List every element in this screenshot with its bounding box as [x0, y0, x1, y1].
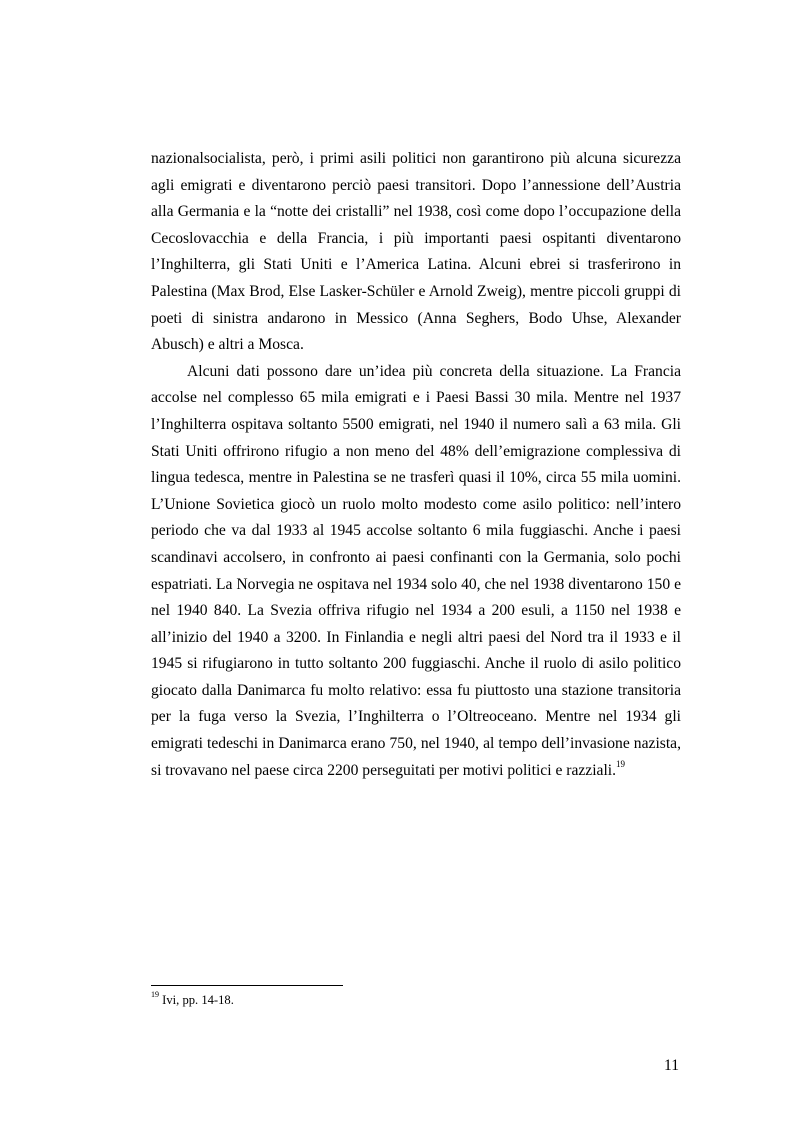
body-text: [151, 146, 681, 784]
paragraph-2-text: Alcuni dati possono dare un’idea più concreta della situazione. La Francia accolse nel complesso 65 mila emigrati e i Paesi Bassi 30 mila. Mentre nel 1937 l’Inghilterra ospitava soltanto 5500 emigrati, nel 1940 il numero salì a 63 mila. Gli Stati Uniti offrirono rifugio a non meno del 48% dell’emigrazione complessiva di lingua tedesca, mentre in Palestina se ne trasferì quasi il 10%, circa 55 mila uomini. L’Unione Sovietica giocò un ruolo molto modesto come asilo politico: nell’intero periodo che va dal 1933 al 1945 accolse soltanto 6 mila fuggiaschi. Anche i paesi scandinavi accolsero, in confronto ai paesi confinanti con la Germania, solo pochi espatriati. La Norvegia ne ospitava nel 1934 solo 40, che nel 1938 diventarono 150 e nel 1940 840. La Svezia offriva rifugio nel 1934 a 200 esuli, a 1150 nel 1938 e all’inizio del 1940 a 3200. In Finlandia e negli altri paesi del Nord tra il 1933 e il 1945 si rifugiarono in tutto soltanto 200 fuggiaschi. Anche il ruolo di asilo politico giocato dalla Danimarca fu molto relativo: essa fu piuttosto una stazione transitoria per la fuga verso la Svezia, l’Inghilterra o l’Oltreoceano. Mentre nel 1934 gli emigrati tedeschi in Danimarca erano 750, nel 1940, al tempo dell’invasione nazista, si trovavano nel paese circa 2200 perseguitati per motivi politici e razziali.: [151, 362, 681, 779]
footnote: [151, 989, 234, 1008]
paragraph-2: [151, 359, 681, 785]
page-number: 11: [664, 1057, 680, 1074]
footnote-text: Ivi, pp. 14-18.: [162, 993, 234, 1007]
paragraph-1: nazionalsocialista, però, i primi asili politici non garantirono più alcuna sicurezza agli emigrati e diventarono perciò paesi transitori. Dopo l’annessione dell’Austria alla Germania e la “notte dei cristalli” nel 1938, così come dopo l’occupazione della Cecoslovacchia e della Francia, i più importanti paesi ospitanti diventarono l’Inghilterra, gli Stati Uniti e l’America Latina. Alcuni ebrei si trasferirono in Palestina (Max Brod, Else Lasker-Schüler e Arnold Zweig), mentre piccoli gruppi di poeti di sinistra andarono in Messico (Anna Seghers, Bodo Uhse, Alexander Abusch) e altri a Mosca.: [151, 150, 681, 354]
footnote-separator: [151, 985, 343, 986]
footnote-reference: 19: [616, 759, 626, 770]
footnote-number: 19: [151, 989, 159, 999]
